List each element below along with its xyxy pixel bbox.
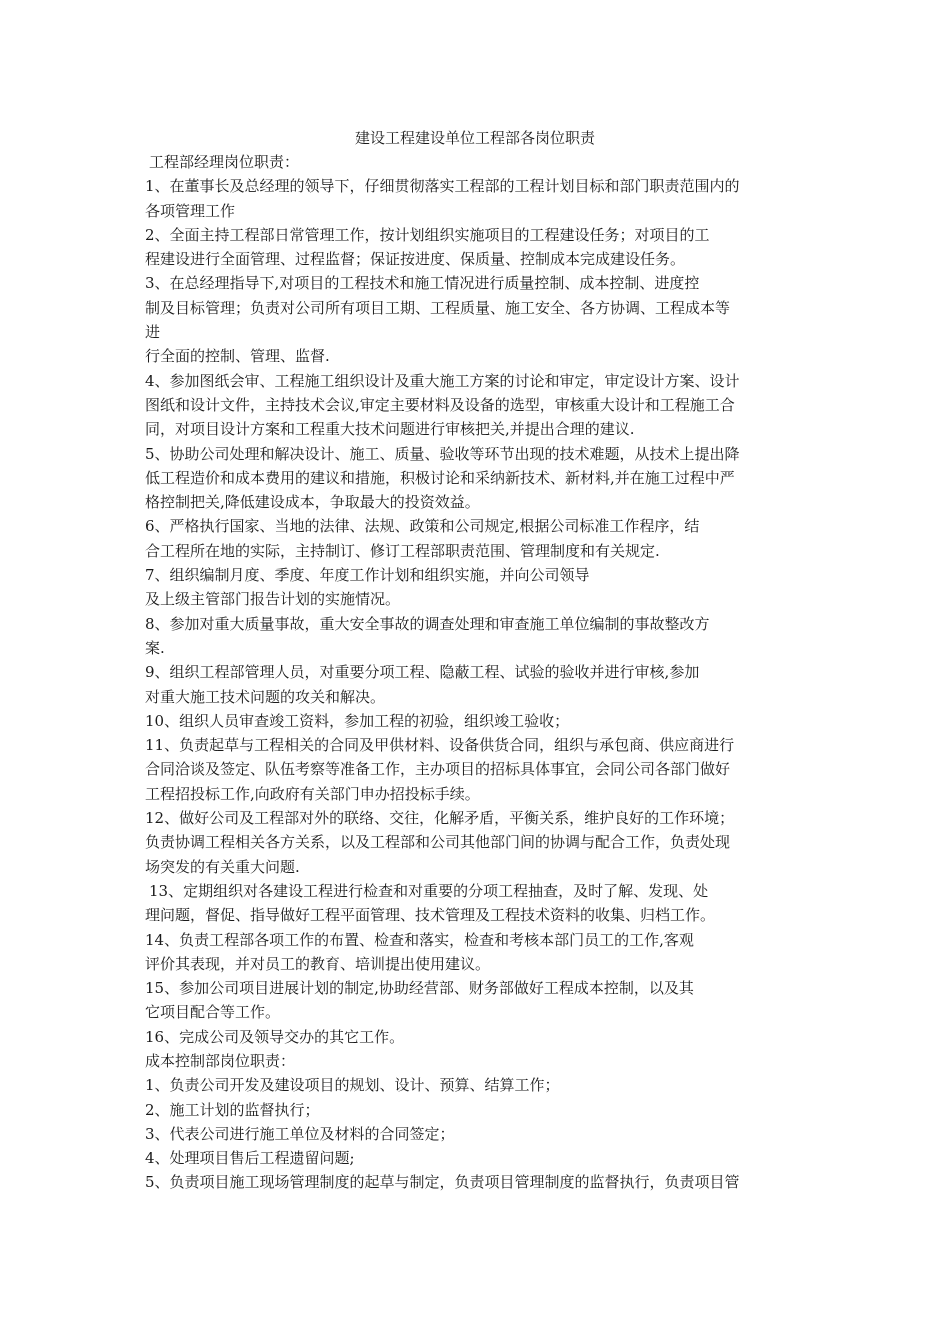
text-line: 5、协助公司处理和解决设计、施工、质量、验收等环节出现的技术难题，从技术上提出降 — [145, 444, 740, 463]
text-line: 行全面的控制、管理、监督. — [145, 347, 330, 366]
text-line: 同，对项目设计方案和工程重大技术问题进行审核把关,并提出合理的建议. — [145, 420, 635, 439]
text-line: 它项目配合等工作。 — [145, 1003, 281, 1022]
text-line: 3、代表公司进行施工单位及材料的合同签定； — [145, 1124, 455, 1143]
text-line: 13、定期组织对各建设工程进行检查和对重要的分项工程抽查，及时了解、发现、处 — [149, 881, 709, 900]
text-line: 负责协调工程相关各方关系，以及工程部和公司其他部门间的协调与配合工作，负责处现 — [145, 833, 731, 852]
text-line: 程建设进行全面管理、过程监督；保证按进度、保质量、控制成本完成建设任务。 — [145, 250, 686, 269]
text-line: 理问题，督促、指导做好工程平面管理、技术管理及工程技术资料的收集、归档工作。 — [145, 906, 716, 925]
text-line: 16、完成公司及领导交办的其它工作。 — [145, 1027, 405, 1046]
section-heading-manager: 工程部经理岗位职责： — [149, 153, 300, 171]
text-line: 合工程所在地的实际，主持制订、修订工程部职责范围、管理制度和有关规定. — [145, 541, 660, 560]
text-line: 格控制把关,降低建设成本，争取最大的投资效益。 — [145, 493, 480, 512]
text-line: 4、处理项目售后工程遗留问题; — [145, 1149, 355, 1168]
text-line: 及上级主管部门报告计划的实施情况。 — [145, 590, 401, 609]
text-line: 工程招投标工作,向政府有关部门申办招投标手续。 — [145, 784, 480, 803]
text-line: 1、在董事长及总经理的领导下，仔细贯彻落实工程部的工程计划目标和部门职责范围内的 — [145, 177, 740, 196]
text-line: 案. — [145, 638, 165, 657]
text-line: 4、参加图纸会审、工程施工组织设计及重大施工方案的讨论和审定，审定设计方案、设计 — [145, 371, 740, 390]
text-line: 12、做好公司及工程部对外的联络、交往，化解矛盾，平衡关系，维护良好的工作环境； — [145, 809, 735, 828]
section-heading-cost-control: 成本控制部岗位职责： — [145, 1051, 296, 1070]
text-line: 各项管理工作 — [145, 201, 236, 220]
text-line: 对重大施工技术问题的攻关和解决。 — [145, 687, 386, 706]
text-line: 5、负责项目施工现场管理制度的起草与制定，负责项目管理制度的监督执行，负责项目管 — [145, 1173, 740, 1192]
text-line: 10、组织人员审查竣工资料，参加工程的初验，组织竣工验收； — [145, 711, 570, 730]
text-line: 6、严格执行国家、当地的法律、法规、政策和公司规定,根据公司标准工作程序，结 — [145, 517, 700, 536]
text-line: 15、参加公司项目进展计划的制定,协助经营部、财务部做好工程成本控制，以及其 — [145, 979, 694, 998]
text-line: 11、负责起草与工程相关的合同及甲供材料、设备供货合同，组织与承包商、供应商进行 — [145, 736, 735, 755]
text-line: 3、在总经理指导下,对项目的工程技术和施工情况进行质量控制、成本控制、进度控 — [145, 274, 700, 293]
text-line: 2、施工计划的监督执行； — [145, 1100, 320, 1119]
text-line: 合同洽谈及签定、队伍考察等准备工作，主办项目的招标具体事宜，会同公司各部门做好 — [145, 760, 731, 779]
text-line: 2、全面主持工程部日常管理工作，按计划组织实施项目的工程建设任务；对项目的工 — [145, 225, 710, 244]
text-line: 场突发的有关重大问题. — [145, 857, 300, 876]
document-body — [145, 150, 815, 1195]
text-line: 9、组织工程部管理人员，对重要分项工程、隐蔽工程、试验的验收并进行审核,参加 — [145, 663, 700, 682]
text-line: 制及目标管理；负责对公司所有项目工期、工程质量、施工安全、各方协调、工程成本等 — [145, 298, 731, 317]
text-line: 1、负责公司开发及建设项目的规划、设计、预算、结算工作； — [145, 1076, 560, 1095]
text-line: 7、组织编制月度、季度、年度工作计划和组织实施，并向公司领导 — [145, 566, 590, 585]
text-line: 低工程造价和成本费用的建议和措施，积极讨论和采纳新技术、新材料,并在施工过程中严 — [145, 468, 735, 487]
text-line: 进 — [145, 323, 161, 342]
text-line: 8、参加对重大质量事故，重大安全事故的调查处理和审查施工单位编制的事故整改方 — [145, 614, 710, 633]
text-line: 图纸和设计文件，主持技术会议,审定主要材料及设备的选型，审核重大设计和工程施工合 — [145, 395, 735, 414]
text-line: 评价其表现，并对员工的教育、培训提出使用建议。 — [145, 954, 491, 973]
text-line: 14、负责工程部各项工作的布置、检查和落实，检查和考核本部门员工的工作,客观 — [145, 930, 694, 949]
document-title: 建设工程建设单位工程部各岗位职责 — [354, 129, 595, 147]
